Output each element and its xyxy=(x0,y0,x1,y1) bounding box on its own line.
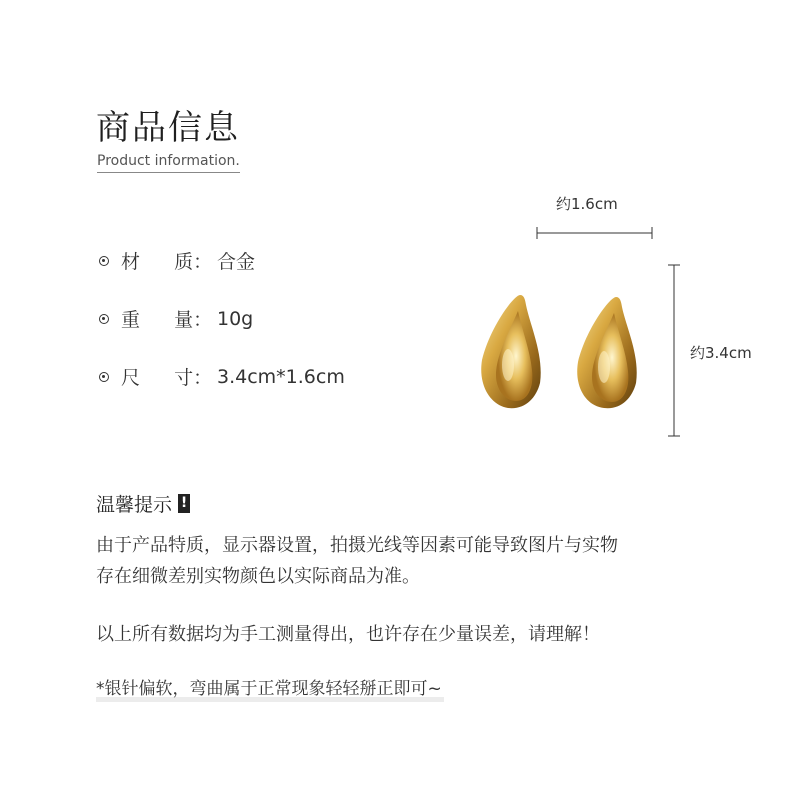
tips-heading xyxy=(96,490,190,517)
spec-value: 合金 xyxy=(217,251,256,273)
spec-row-weight xyxy=(99,305,253,332)
width-dimension-line xyxy=(537,227,652,239)
page-title: 商品信息 xyxy=(96,108,240,148)
spec-label-char: 材 xyxy=(121,251,141,273)
subtitle-underline xyxy=(97,172,240,173)
page-subtitle: Product information. xyxy=(97,153,240,169)
right-earring xyxy=(577,297,636,408)
spec-label-char: 重 xyxy=(121,309,141,331)
width-dimension-label: 约1.6cm xyxy=(556,195,618,213)
bullet-icon xyxy=(99,314,109,324)
bullet-icon xyxy=(99,256,109,266)
spec-value: 3.4cm*1.6cm xyxy=(217,365,345,388)
exclamation-icon: ! xyxy=(178,494,190,513)
spec-label xyxy=(121,363,217,390)
earrings-image xyxy=(460,215,700,445)
height-dimension-line xyxy=(668,265,680,436)
spec-value: 10g xyxy=(217,307,254,330)
spec-label xyxy=(121,305,217,332)
tips-paragraph-1 xyxy=(96,530,618,592)
spec-label-char: 质： xyxy=(174,251,213,273)
height-dimension-label: 约3.4cm xyxy=(690,344,752,362)
spec-label xyxy=(121,247,217,274)
tips-title: 温馨提示 xyxy=(96,494,173,516)
tips-paragraph-2: 以上所有数据均为手工测量得出，也许存在少量误差，请理解！ xyxy=(96,624,600,645)
left-earring xyxy=(481,295,540,408)
spec-label-char: 尺 xyxy=(121,367,141,389)
bullet-icon xyxy=(99,372,109,382)
tips-line: 由于产品特质，显示器设置，拍摄光线等因素可能导致图片与实物 xyxy=(96,535,618,556)
spec-row-material xyxy=(99,247,255,274)
spec-label-char: 寸： xyxy=(174,367,213,389)
spec-row-size xyxy=(99,363,345,390)
spec-label-char: 量： xyxy=(174,309,213,331)
tips-note: *银针偏软，弯曲属于正常现象轻轻掰正即可~ xyxy=(96,679,442,699)
tips-line: 存在细微差别实物颜色以实际商品为准。 xyxy=(96,566,420,587)
